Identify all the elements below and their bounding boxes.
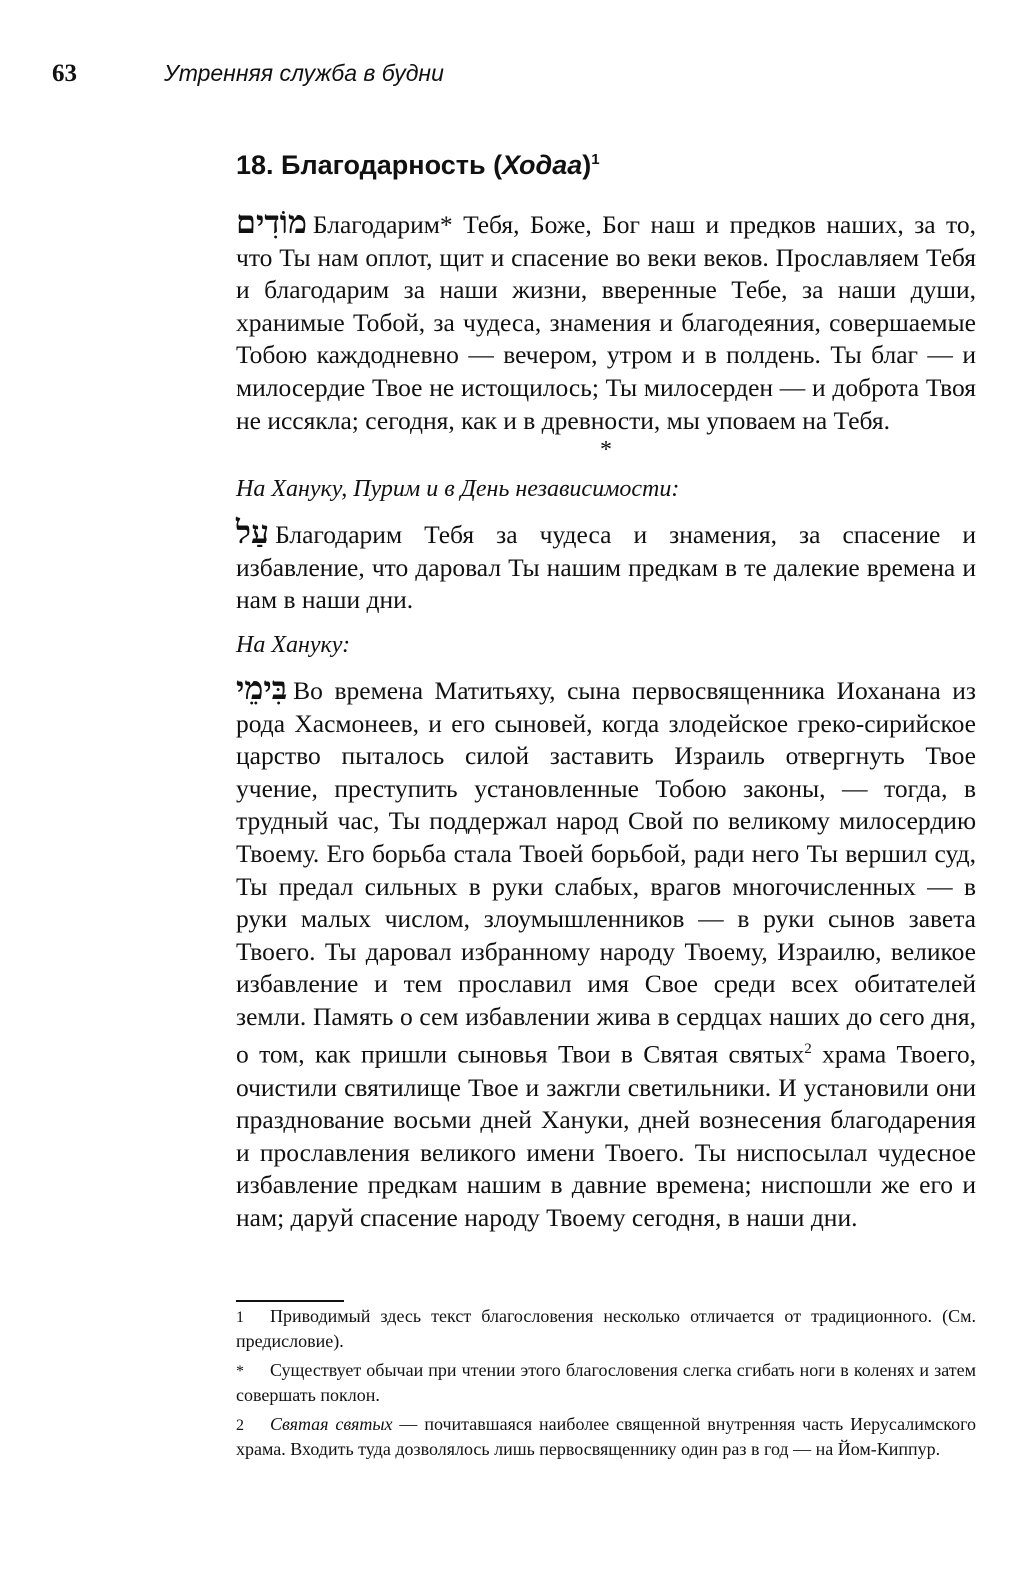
subheading-hanukkah-purim: На Хануку, Пурим и в День независимости: xyxy=(236,476,680,503)
footnote-ref-2: 2 xyxy=(804,1041,812,1058)
paragraph-modim xyxy=(236,203,976,437)
asterisk-divider: * xyxy=(600,437,612,464)
paragraph-bimei xyxy=(236,668,976,1235)
footnote-mark: * xyxy=(236,1363,244,1380)
footnote-text: — почитавшаяся наиболее священной внутренняя часть Иерусалимского храма. Входить туда дозволялось лишь первосвященнику один раз в год — на Йом-Киппур. xyxy=(236,1414,976,1459)
running-title: Утренняя служба в будни xyxy=(164,60,444,86)
section-title-close: ) xyxy=(582,150,592,180)
footnotes xyxy=(236,1305,976,1467)
footnote-text: Приводимый здесь текст благословения несколько отличается от традиционного. (См. предисловие). xyxy=(236,1306,976,1351)
page-header xyxy=(52,60,975,96)
footnote-1 xyxy=(236,1305,976,1353)
paragraph-text: Благодарим* Тебя, Боже, Бог наш и предков наших, за то, что Ты нам оплот, щит и спасение во веки веков. Прославляем Тебя и благодарим за наши жизни, вверенные Тебе, за наши души, хранимые Тобой, за чудеса, знамения и благодеяния, совершаемые Тобою каждодневно — вечером, утром и в полдень. Ты благ — и милосердие Твое не истощилось; Ты милосерден — и доброта Твоя не иссякла; сегодня, как и в древности, мы уповаем на Тебя. xyxy=(236,210,976,435)
section-title-text: 18. Благодарность ( xyxy=(236,150,503,180)
footnote-text: Существует обычаи при чтении этого благословения слегка сгибать ноги в коленях и затем совершать поклон. xyxy=(236,1360,976,1405)
page-number: 63 xyxy=(52,60,77,87)
hebrew-lead-word: מוֹדִים xyxy=(236,203,307,241)
hebrew-lead-word: עַל xyxy=(236,513,270,552)
subheading-hanukkah: На Хануку: xyxy=(236,631,351,658)
footnote-rule xyxy=(236,1300,344,1302)
main-content xyxy=(236,140,976,1235)
footnote-2 xyxy=(236,1413,976,1461)
footnote-asterisk xyxy=(236,1359,976,1407)
section-title xyxy=(236,140,976,185)
footnote-ref-1: 1 xyxy=(591,151,600,168)
section-title-italic: Ходаа xyxy=(502,150,583,180)
hebrew-lead-word: בִּימֵי xyxy=(236,668,288,707)
paragraph-text-continued: храма Твоего, очистили святилище Твое и зажгли светильники. И установили они празднование восьми дней Хануки, дней вознесения благодарения и прославления великого имени Твоего. Ты ниспосылал чудесное избавление предкам нашим в давние времена; ниспошли же его и нам; даруй спасение народу Твоему сегодня, в наши дни. xyxy=(236,1039,976,1232)
paragraph-al xyxy=(236,513,976,617)
paragraph-text: Во времена Матитьяху, сына первосвященника Иоханана из рода Хасмонеев, и его сыновей, когда злодейское греко-сирийское царство пыталось силой заставить Израиль отвергнуть Твое учение, преступить установленные Тобою законы, — тогда, в трудный час, Ты поддержал народ Свой по великому милосердию Твоему. Его борьба стала Твоей борьбой, ради него Ты вершил суд, Ты предал сильных в руки слабых, врагов многочисленных — в руки малых числом, злоумышленников — в руки сынов завета Твоего. Ты даровал избранному народу Твоему, Израилю, великое избавление и тем прославил имя Свое среди всех обитателей земли. Память о сем избавлении жива в сердцах наших до сего дня, о том, как пришли сыновья Твои в Святая святых xyxy=(236,675,976,1069)
paragraph-text: Благодарим Тебя за чудеса и знамения, за спасение и избавление, что даровал Ты нашим предкам в те далекие времена и нам в наши дни. xyxy=(236,520,976,615)
footnote-mark: 1 xyxy=(236,1309,244,1326)
footnote-term: Святая святых xyxy=(270,1414,393,1434)
footnote-mark: 2 xyxy=(236,1417,244,1434)
